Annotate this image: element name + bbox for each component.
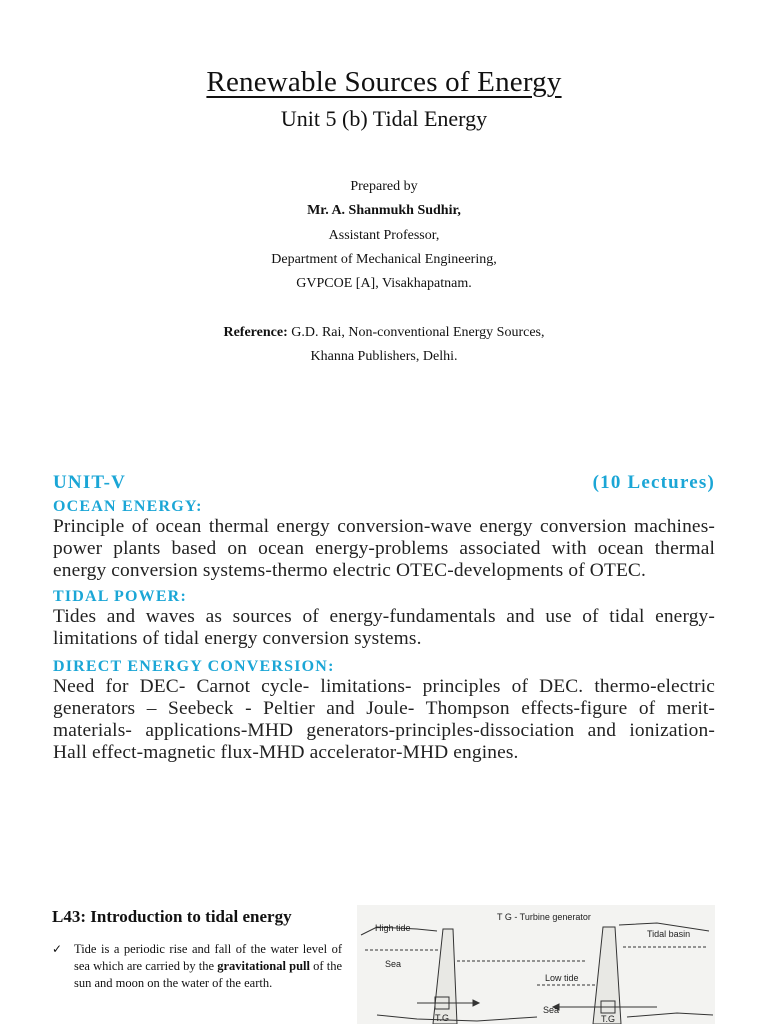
- label-tg-right: T.G: [601, 1014, 616, 1024]
- bullet-text-bold: gravitational pull: [217, 959, 310, 973]
- reference-line: [0, 325, 768, 341]
- author-name: Mr. A. Shanmukh Sudhir,: [307, 203, 461, 218]
- reference-text: G.D. Rai, Non-conventional Energy Sources,: [287, 325, 545, 340]
- syllabus-header: [53, 472, 715, 494]
- label-low-tide: Low tide: [545, 973, 579, 983]
- syllabus-block: [53, 472, 715, 764]
- label-tidal-basin: Tidal basin: [647, 929, 691, 939]
- bullet-text-start: Tide is a periodic rise and fall of the water level of sea which are carried by the: [74, 942, 342, 973]
- right-dam: [593, 927, 621, 1024]
- reference-label: Reference:: [223, 325, 288, 340]
- section-body-ocean-energy: Principle of ocean thermal energy conversion-wave energy conversion machines-power plants based on ocean energy-problems associated with ocean thermal energy conversion systems-thermo electric OTEC-developments of OTEC.: [53, 516, 715, 581]
- document-title: Renewable Sources of Energy: [206, 66, 562, 98]
- bullet-text-end: of the sun and moon on the water of the earth.: [74, 959, 343, 990]
- lecture-title: L43: Introduction to tidal energy: [52, 907, 292, 926]
- section-heading-direct-energy-conversion: DIRECT ENERGY CONVERSION:: [53, 658, 335, 675]
- basin-bed-line: [627, 1013, 713, 1017]
- section-body-tidal-power: Tides and waves as sources of energy-fundamentals and use of tidal energy-limitations of tidal energy conversion systems.: [53, 606, 715, 649]
- section-heading-ocean-energy: OCEAN ENERGY:: [53, 498, 203, 515]
- label-high-tide: High tide: [375, 923, 411, 933]
- unit-heading: UNIT-V: [53, 472, 127, 493]
- prepared-by-label: Prepared by: [350, 179, 418, 194]
- lectures-count: (10 Lectures): [592, 472, 715, 493]
- document-subtitle: Unit 5 (b) Tidal Energy: [280, 106, 488, 131]
- left-flow-arrow: [473, 1000, 479, 1006]
- tidal-plant-figure: [357, 905, 715, 1024]
- author-designation: Assistant Professor,: [328, 228, 440, 243]
- reference-publisher: Khanna Publishers, Delhi.: [310, 349, 458, 364]
- author-department: Department of Mechanical Engineering,: [271, 252, 497, 267]
- label-tg-left: T.G: [435, 1013, 450, 1023]
- lecture-section: [52, 907, 342, 992]
- label-sea-left: Sea: [385, 959, 402, 969]
- author-institute: GVPCOE [A], Visakhapatnam.: [296, 276, 472, 291]
- bullet-item: [52, 941, 342, 992]
- label-turbine-generator: T G - Turbine generator: [497, 912, 591, 922]
- label-sea-right: Sea: [543, 1005, 560, 1015]
- section-heading-tidal-power: TIDAL POWER:: [53, 588, 187, 605]
- left-dam: [433, 929, 457, 1024]
- tidal-plant-diagram: [357, 905, 715, 1024]
- checkmark-icon: ✓: [52, 942, 63, 956]
- section-body-direct-energy-conversion: Need for DEC- Carnot cycle- limitations- principles of DEC. thermo-electric generators – Seebeck - Peltier and Joule- Thompson effects-figure of merit- materials- applications-MHD generators-principles-dissociation and ionization-Hall effect-magnetic flux-MHD accelerator-MHD engines.: [53, 676, 715, 763]
